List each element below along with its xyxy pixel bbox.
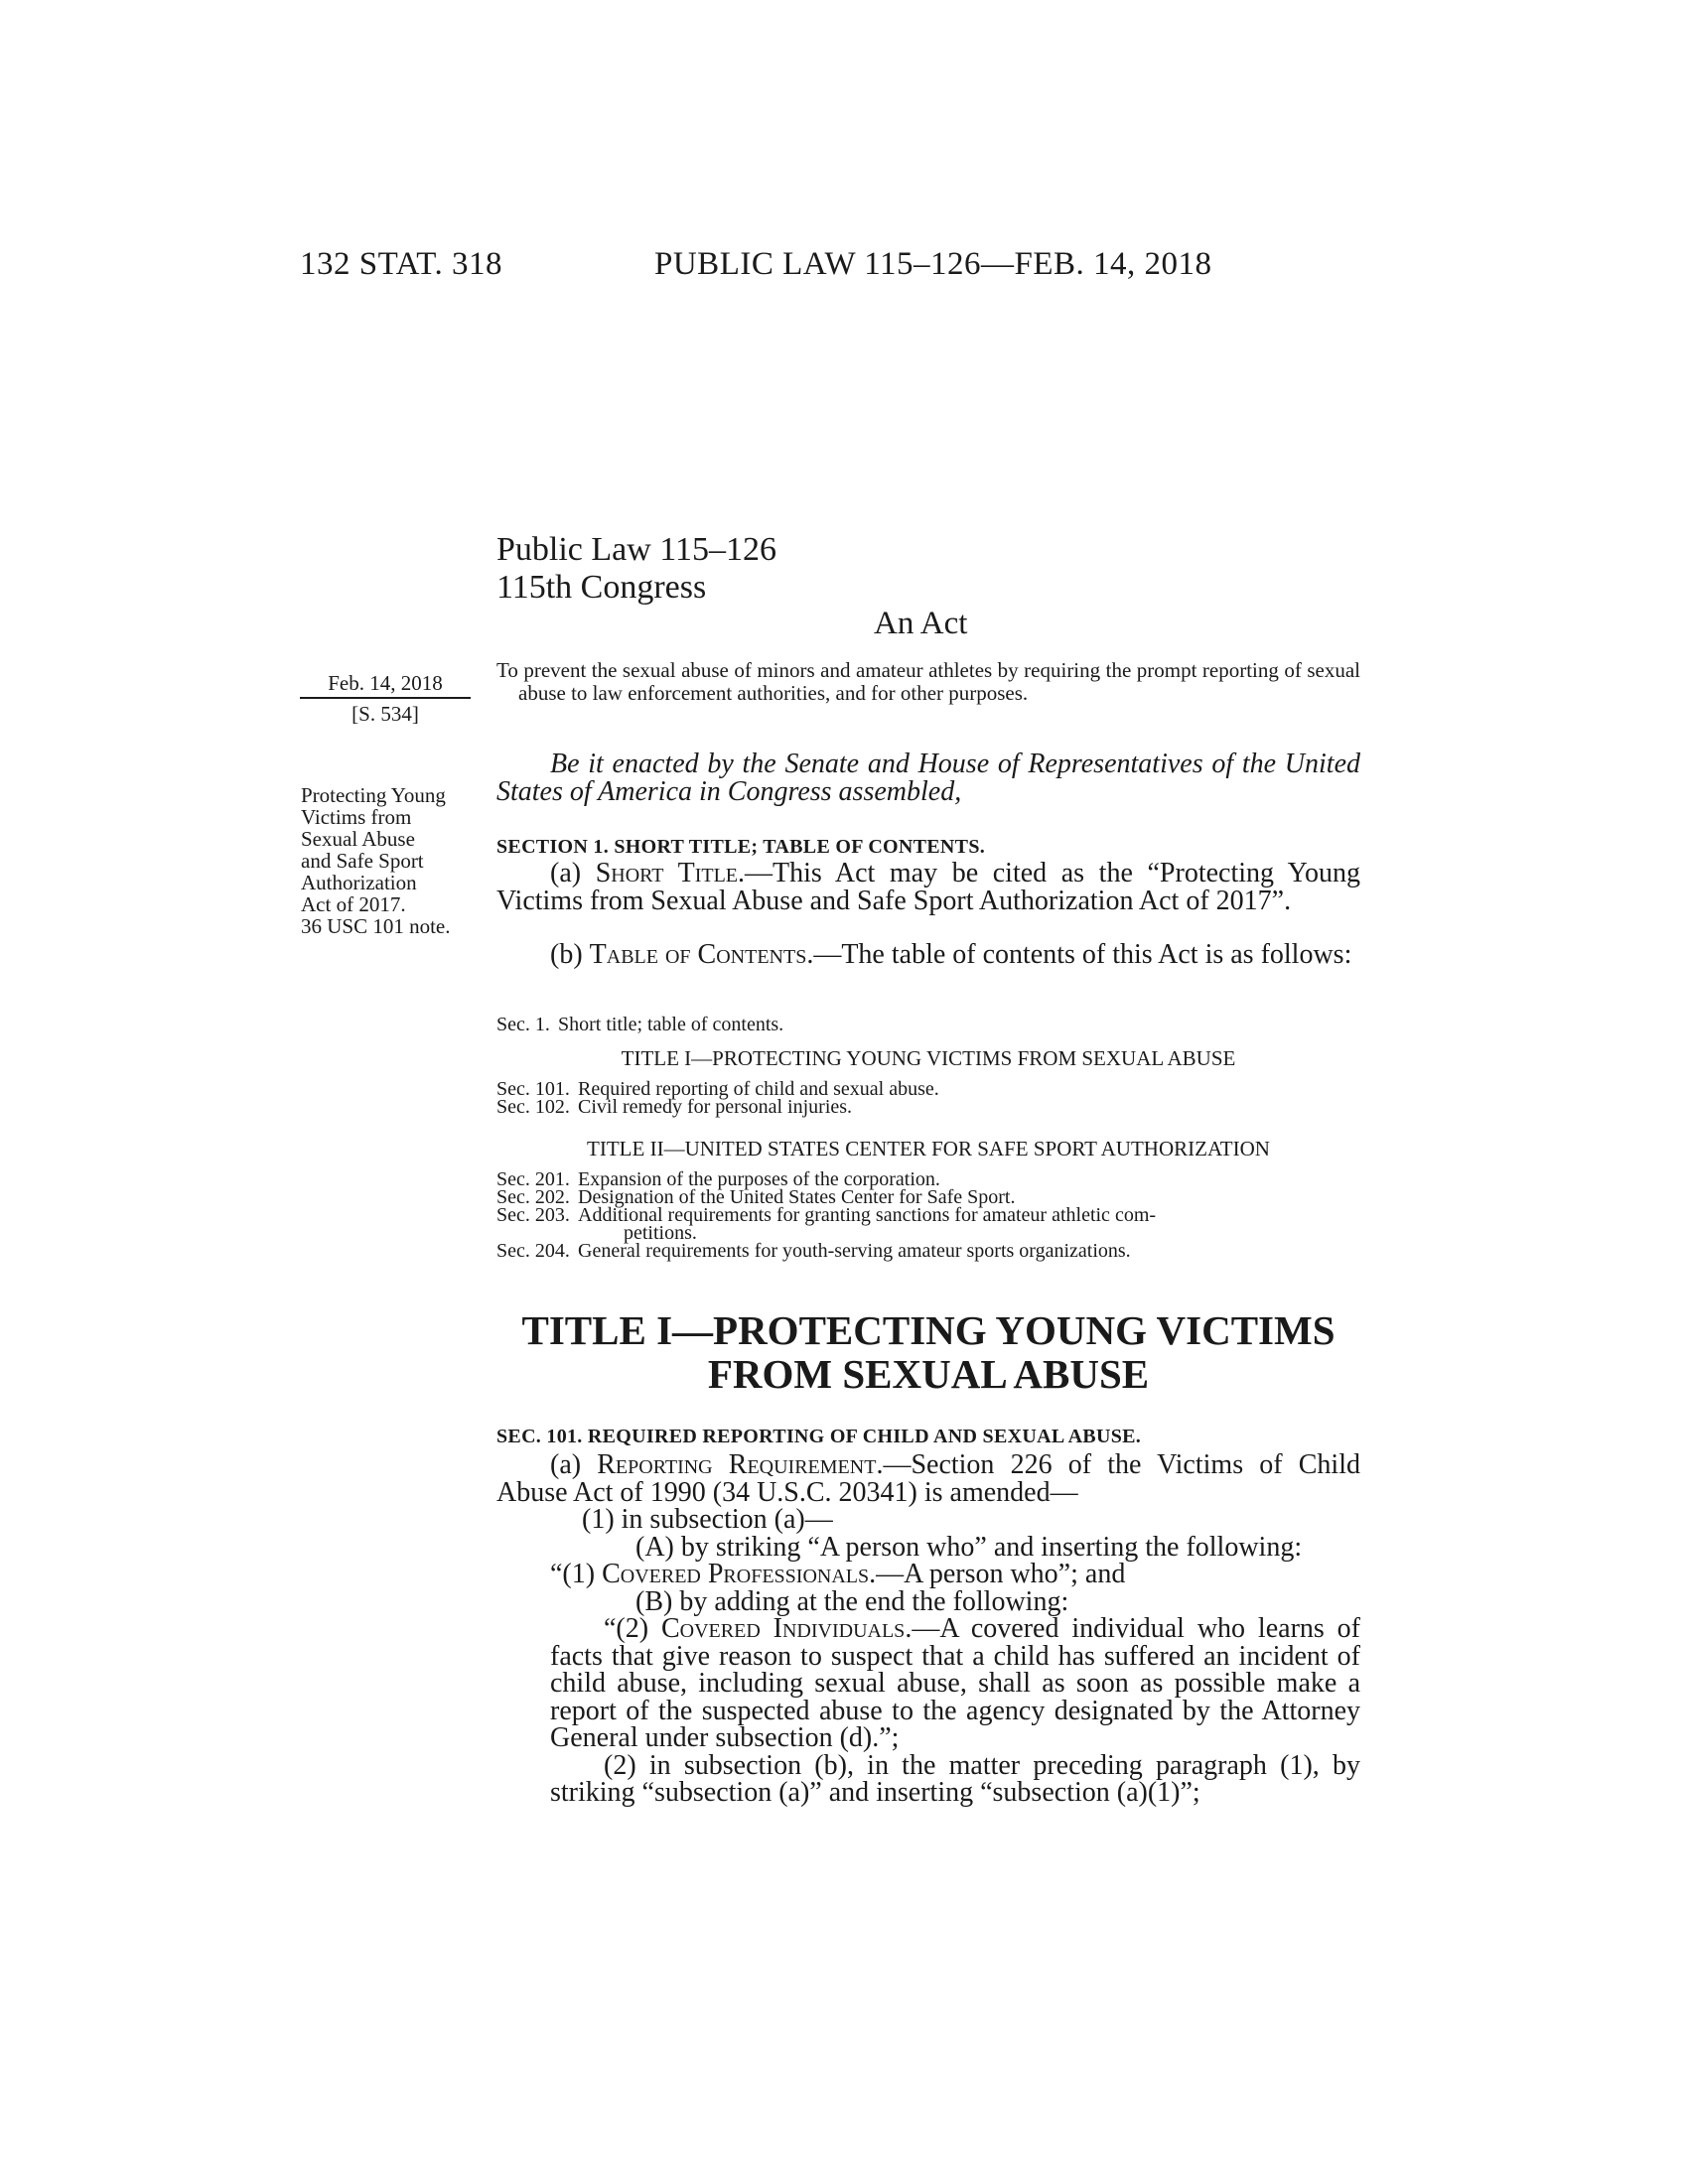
- paragraph-label: (b): [550, 939, 590, 970]
- enactment-date: Feb. 14, 2018: [328, 671, 443, 695]
- paragraph-1: (1) in subsection (a)—: [582, 1504, 833, 1535]
- toc-section-title: Civil remedy for personal injuries.: [578, 1096, 853, 1118]
- paragraph-label: “(1): [550, 1559, 603, 1589]
- toc-section-number: Sec. 102.: [496, 1096, 570, 1118]
- toc-section-number: Sec. 202.: [496, 1186, 570, 1208]
- paragraph-2: (2) in subsection (b), in the matter preceding paragraph (1), by striking “subsection (a)” and inserting “subsection (a)(1)”;: [550, 1749, 1360, 1808]
- paragraph-label: (a): [550, 858, 596, 888]
- paragraph-label: “(2): [604, 1613, 661, 1644]
- paragraph-text: .—A covered individual who learns of facts that give reason to suspect that a child has suffered an incident of child abuse, including sexual abuse, shall as soon as possible make a report of the suspected abuse to the agency designated by the Attorney General under subsection (d).”;: [550, 1613, 1361, 1753]
- an-act-heading: An Act: [874, 606, 968, 641]
- margin-line: Authorization: [301, 871, 417, 894]
- paragraph-text: .—Section 226 of the Victims of Child Abuse Act of 1990 (34 U.S.C. 20341) is amended—: [496, 1449, 1360, 1508]
- toc-section-number: Sec. 1.: [496, 1014, 550, 1035]
- toc-section-number: Sec. 204.: [496, 1240, 570, 1262]
- toc-section-number: Sec. 203.: [496, 1204, 570, 1226]
- section-1-b-paragraph: [496, 941, 1360, 969]
- toc-title-2: TITLE II—UNITED STATES CENTER FOR SAFE SPORT AUTHORIZATION: [587, 1137, 1270, 1160]
- paragraph-caption: Reporting Requirement: [597, 1449, 877, 1480]
- section-101-a-paragraph: [496, 1451, 1360, 1506]
- margin-line: Act of 2017.: [301, 892, 406, 916]
- paragraph-caption: Covered Professionals: [602, 1559, 870, 1589]
- toc-section-number: Sec. 201.: [496, 1168, 570, 1190]
- margin-rule: [300, 697, 471, 699]
- title-1-heading: [496, 1308, 1360, 1396]
- margin-line: 36 USC 101 note.: [301, 914, 451, 938]
- toc-section-title: Required reporting of child and sexual abuse.: [578, 1078, 939, 1100]
- paragraph-label: (a): [550, 1449, 598, 1480]
- title-1-line: FROM SEXUAL ABUSE: [707, 1351, 1150, 1397]
- bill-number: [S. 534]: [352, 702, 419, 726]
- title-1-line: TITLE I—PROTECTING YOUNG VICTIMS: [521, 1307, 1336, 1353]
- toc-entry-continuation: petitions.: [624, 1222, 697, 1244]
- toc-section-title: General requirements for youth-serving amateur sports organizations.: [578, 1240, 1131, 1262]
- quoted-paragraph-1: [496, 1561, 1360, 1588]
- toc-section-title: Designation of the United States Center for Safe Sport.: [578, 1186, 1016, 1208]
- margin-line: Sexual Abuse: [301, 827, 415, 851]
- paragraph-caption: Covered Individuals: [660, 1613, 906, 1644]
- toc-title2-list: [496, 1170, 1360, 1260]
- congress-number: 115th Congress: [496, 569, 707, 606]
- toc-section-number: Sec. 101.: [496, 1078, 570, 1100]
- section-101-heading: SEC. 101. REQUIRED REPORTING OF CHILD AND SEXUAL ABUSE.: [496, 1426, 1142, 1447]
- purpose-clause: To prevent the sexual abuse of minors and amateur athletes by requiring the prompt reporting of sexual abuse to law enforcement authorities, and for other purposes.: [496, 658, 1360, 705]
- toc-entry: [496, 1016, 1360, 1033]
- paragraph-text: .—This Act may be cited as the “Protecting Young Victims from Sexual Abuse and Safe Sport Authorization Act of 2017”.: [496, 858, 1360, 916]
- paragraph-caption: Short Title: [595, 858, 739, 888]
- running-head-title: PUBLIC LAW 115–126—FEB. 14, 2018: [654, 246, 1212, 282]
- margin-short-title-note: [301, 784, 475, 937]
- toc-entry: [496, 1242, 1360, 1260]
- toc-section-title: Short title; table of contents.: [558, 1014, 784, 1035]
- public-law-number: Public Law 115–126: [496, 531, 777, 568]
- toc-title-1: TITLE I—PROTECTING YOUNG VICTIMS FROM SEXUAL ABUSE: [621, 1046, 1236, 1070]
- section-1-heading: SECTION 1. SHORT TITLE; TABLE OF CONTENTS.: [496, 836, 986, 858]
- subparagraph-A: (A) by striking “A person who” and inserting the following:: [635, 1531, 1303, 1563]
- running-head-stat: 132 STAT. 318: [300, 246, 503, 282]
- paragraph-caption: Table of Contents: [589, 939, 807, 970]
- margin-line: Protecting Young: [301, 783, 446, 807]
- toc-title1-list: [496, 1080, 1360, 1116]
- quoted-paragraph-2: [496, 1615, 1360, 1752]
- margin-line: and Safe Sport: [301, 849, 424, 873]
- margin-line: Victims from: [301, 805, 412, 829]
- toc-section-title: Additional requirements for granting sanctions for amateur athletic com-: [578, 1204, 1157, 1226]
- section-1-a-paragraph: [496, 860, 1360, 914]
- margin-date-note: [300, 672, 471, 725]
- toc-entry: [496, 1098, 1360, 1116]
- enacting-clause: Be it enacted by the Senate and House of Representatives of the United States of America in Congress assembled,: [496, 749, 1360, 807]
- section-101-body: [496, 1451, 1360, 1807]
- paragraph-text: .—The table of contents of this Act is as follows:: [806, 939, 1352, 970]
- toc-section-title: Expansion of the purposes of the corporation.: [578, 1168, 940, 1190]
- subparagraph-B: (B) by adding at the end the following:: [635, 1585, 1069, 1617]
- paragraph-text: .—A person who”; and: [869, 1559, 1126, 1589]
- public-law-heading: [496, 531, 776, 607]
